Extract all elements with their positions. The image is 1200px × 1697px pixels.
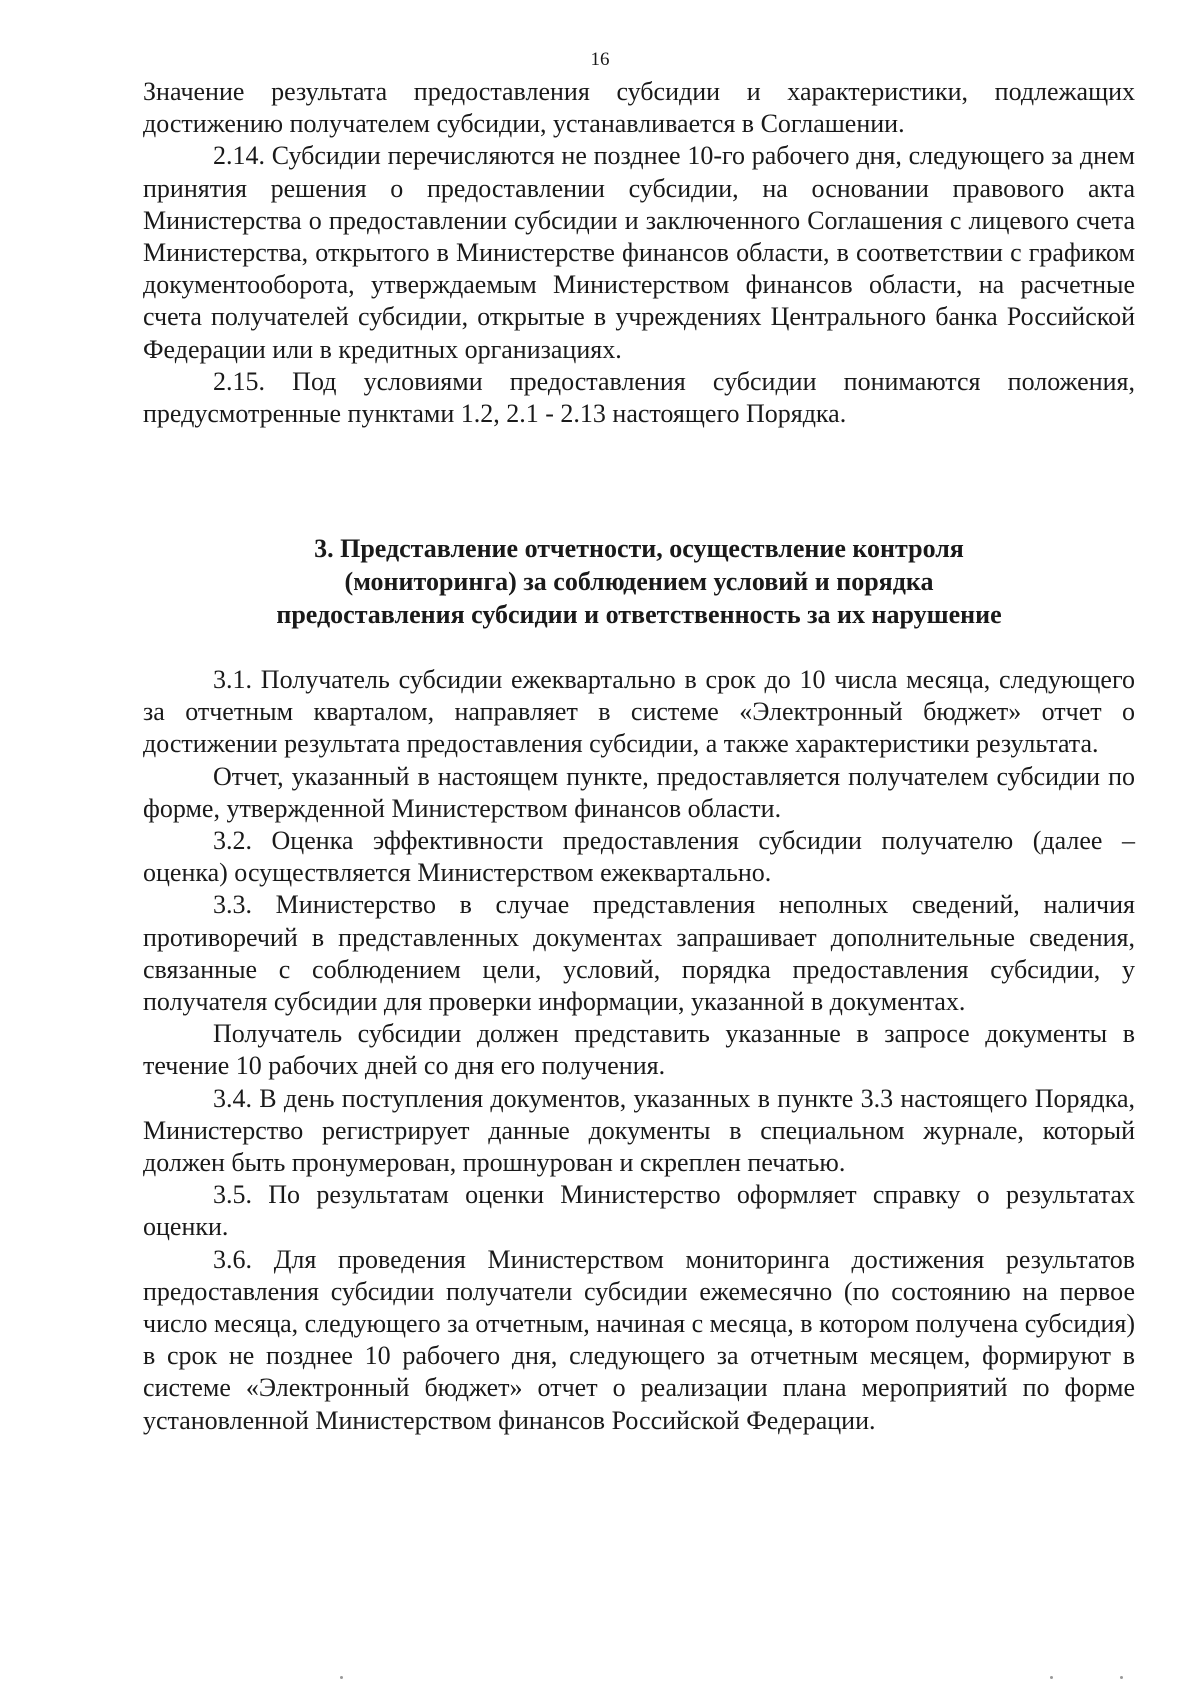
bottom-text-block xyxy=(143,664,1135,1437)
scan-artifacts xyxy=(0,1676,1200,1686)
section-heading-line: (мониторинга) за соблюдением условий и порядка xyxy=(344,567,934,596)
paragraph-3-1: 3.1. Получатель субсидии ежеквартально в срок до 10 числа месяца, следующего за отчетным кварталом, направляет в системе «Электронный бюджет» отчет о достижении результата предоставления субсидии, а также характеристики результата. xyxy=(143,665,1135,759)
scan-dot xyxy=(1120,1676,1123,1679)
paragraph-2-14: 2.14. Субсидии перечисляются не позднее 10-го рабочего дня, следующего за днем принятия решения о предоставлении субсидии, на основании правового акта Министерства о предоставлении субсидии и заключенного Соглашения с лицевого счета Министерства, открытого в Министерстве финансов области, в соответствии с графиком документооборота, утверждаемым Министерством финансов области, на расчетные счета получателей субсидии, открытые в учреждениях Центрального банка Российской Федерации или в кредитных организациях. xyxy=(143,141,1135,364)
paragraph-2-15: 2.15. Под условиями предоставления субсидии понимаются положения, предусмотренные пунктами 1.2, 2.1 - 2.13 настоящего Порядка. xyxy=(143,366,1135,429)
paragraph-3-6: 3.6. Для проведения Министерством мониторинга достижения результатов предоставления субсидии получатели субсидии ежемесячно (по состоянию на первое число месяца, следующего за отчетным, начиная с месяца, в котором получена субсидия) в срок не позднее 10 рабочего дня, следующего за отчетным месяцем, формируют в системе «Электронный бюджет» отчет о реализации плана мероприятий по форме установленной Министерством финансов Российской Федерации. xyxy=(143,1244,1135,1435)
paragraph-report-form: Отчет, указанный в настоящем пункте, предоставляется получателем субсидии по форме, утвержденной Министерством финансов области. xyxy=(143,761,1135,823)
paragraph-3-2: 3.2. Оценка эффективности предоставления субсидии получателю (далее – оценка) осуществляется Министерством ежеквартально. xyxy=(143,826,1135,888)
section-3-heading xyxy=(143,532,1135,631)
top-text-block xyxy=(143,76,1135,430)
scan-dot xyxy=(1050,1676,1053,1679)
section-heading-line: 3. Представление отчетности, осуществление контроля xyxy=(314,534,964,563)
paragraph-3-4: 3.4. В день поступления документов, указанных в пункте 3.3 настоящего Порядка, Министерство регистрирует данные документы в специальном журнале, который должен быть пронумерован, прошнурован и скреплен печатью. xyxy=(143,1083,1135,1178)
paragraph-documents-deadline: Получатель субсидии должен представить указанные в запросе документы в течение 10 рабочих дней со дня его получения. xyxy=(143,1019,1135,1081)
paragraph-3-3: 3.3. Министерство в случае представления неполных сведений, наличия противоречий в представленных документах запрашивает дополнительные сведения, связанные с соблюдением цели, условий, порядка предоставления субсидии, у получателя субсидии для проверки информации, указанной в документах. xyxy=(143,890,1135,1017)
page-number: 16 xyxy=(590,49,610,70)
paragraph-result-value: Значение результата предоставления субсидии и характеристики, подлежащих достижению получателем субсидии, устанавливается в Соглашении. xyxy=(143,77,1135,139)
scan-dot xyxy=(340,1676,343,1679)
paragraph-3-5: 3.5. По результатам оценки Министерство оформляет справку о результатах оценки. xyxy=(143,1180,1135,1242)
section-heading-line: предоставления субсидии и ответственность за их нарушение xyxy=(276,600,1002,629)
